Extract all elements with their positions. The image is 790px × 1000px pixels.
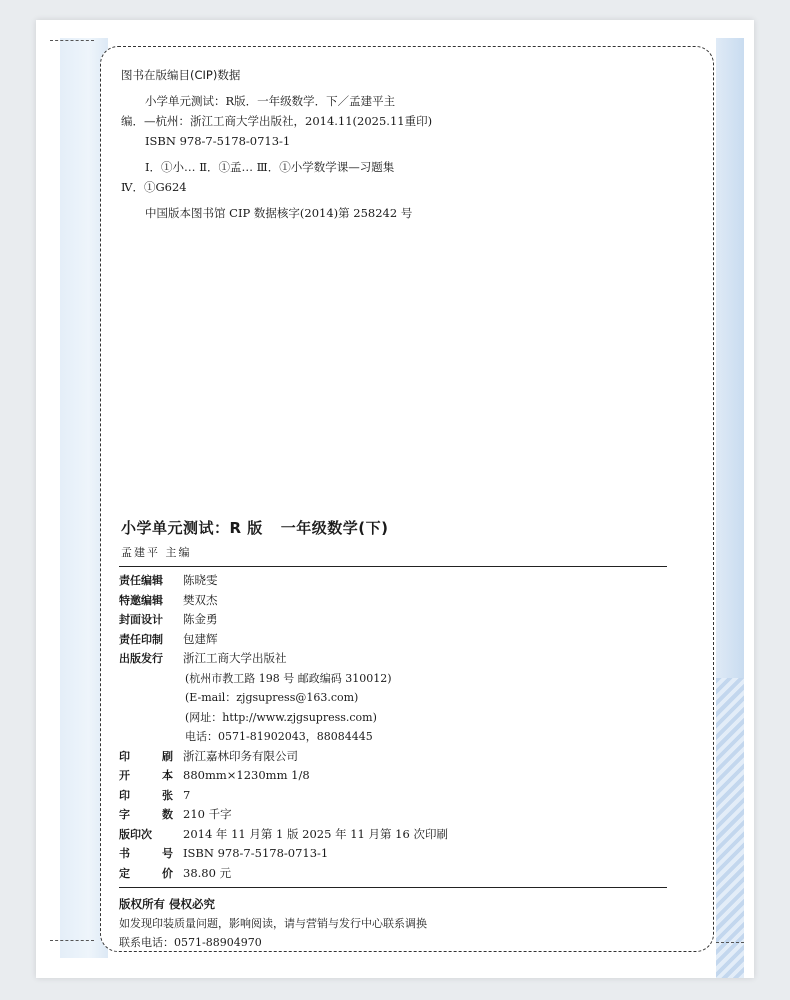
spec-label-char: 号 — [162, 847, 173, 860]
book-title-series: 小学单元测试：R 版 — [121, 519, 263, 537]
spec-label-char: 数 — [162, 808, 173, 821]
right-background-stripe — [716, 38, 744, 958]
spec-row — [119, 747, 689, 767]
credit-value: 樊双杰 — [183, 592, 218, 607]
spec-value: 2014 年 11 月第 1 版 2025 年 11 月第 16 次印刷 — [183, 826, 448, 841]
credit-row — [119, 630, 689, 650]
credit-label: 封面设计 — [119, 613, 163, 626]
rights-block — [119, 888, 689, 952]
cip-line-4: Ⅰ．①小… Ⅱ．①孟… Ⅲ．①小学数学课—习题集 — [145, 160, 395, 174]
crop-mark-top-left — [50, 40, 94, 41]
credit-row — [119, 649, 689, 669]
spec-label-char: 印 — [119, 749, 130, 763]
credit-label: 特邀编辑 — [119, 593, 163, 607]
spec-row — [119, 766, 689, 786]
spec-row — [119, 825, 689, 845]
spec-label-char: 张 — [162, 788, 173, 802]
spec-label-char: 价 — [162, 866, 173, 880]
publisher-email-line: (E-mail：zjgsupress@163.com) — [185, 691, 359, 704]
cip-line-5: Ⅳ．①G624 — [121, 180, 187, 194]
rights-contact: 联系电话：0571-88904970 — [119, 936, 262, 949]
spec-label-char: 书 — [119, 847, 130, 860]
copyright-card — [100, 46, 714, 952]
spec-label-char: 版印次 — [119, 827, 152, 841]
cip-line-1: 小学单元测试：R版．一年级数学．下／孟建平主 — [145, 94, 396, 108]
spec-value: 210 千字 — [183, 807, 232, 821]
credit-row — [119, 591, 689, 611]
crop-mark-bottom-left — [50, 940, 94, 941]
spec-label-char: 印 — [119, 788, 130, 802]
credit-value: 陈金勇 — [183, 612, 218, 626]
rights-notice: 如发现印装质量问题，影响阅读，请与营销与发行中心联系调换 — [119, 917, 427, 930]
spec-label-char: 字 — [119, 808, 130, 821]
spec-label-char: 定 — [119, 866, 130, 880]
cip-heading: 图书在版编目(CIP)数据 — [121, 68, 241, 82]
credits-list — [119, 567, 689, 883]
book-title — [121, 517, 689, 538]
spec-row — [119, 805, 689, 825]
cip-line-3: ISBN 978-7-5178-0713-1 — [145, 134, 291, 148]
rights-title: 版权所有 侵权必究 — [119, 897, 216, 911]
credit-label: 责任编辑 — [119, 574, 163, 587]
spec-label-char: 本 — [162, 769, 173, 782]
credit-label: 责任印制 — [119, 632, 163, 646]
book-info-block — [119, 517, 689, 952]
book-author: 孟建平 主编 — [121, 546, 192, 559]
spec-value: 浙江嘉林印务有限公司 — [183, 748, 298, 763]
crop-mark-bottom-right — [716, 942, 744, 943]
credit-value: 陈晓雯 — [183, 573, 218, 587]
cip-line-6: 中国版本图书馆 CIP 数据核字(2014)第 258242 号 — [145, 206, 413, 220]
credit-value: 包建辉 — [183, 631, 218, 646]
publisher-phone-line: 电话：0571-81902043，88084445 — [185, 730, 373, 743]
publisher-address-line: (杭州市教工路 198 号 邮政编码 310012) — [185, 671, 392, 685]
credit-row — [119, 610, 689, 630]
cip-block — [121, 65, 441, 223]
spec-row — [119, 786, 689, 806]
spec-label-char: 开 — [119, 769, 130, 782]
cip-line-2: 编．—杭州：浙江工商大学出版社，2014.11(2025.11重印) — [121, 114, 433, 128]
spec-value: 7 — [183, 787, 191, 802]
book-title-grade: 一年级数学(下) — [280, 519, 389, 537]
credit-row — [119, 571, 689, 591]
credit-label: 出版发行 — [119, 652, 163, 665]
spec-label-char: 刷 — [162, 749, 173, 763]
spec-row — [119, 864, 689, 884]
spec-row — [119, 844, 689, 864]
publisher-website-line: (网址：http://www.zjgsupress.com) — [185, 710, 377, 724]
spec-value: 880mm×1230mm 1/8 — [183, 768, 310, 782]
right-stripe-hatch — [716, 678, 744, 978]
spec-value: 38.80 元 — [183, 865, 232, 880]
spec-value: ISBN 978-7-5178-0713-1 — [183, 846, 329, 860]
credit-value: 浙江工商大学出版社 — [183, 651, 287, 665]
